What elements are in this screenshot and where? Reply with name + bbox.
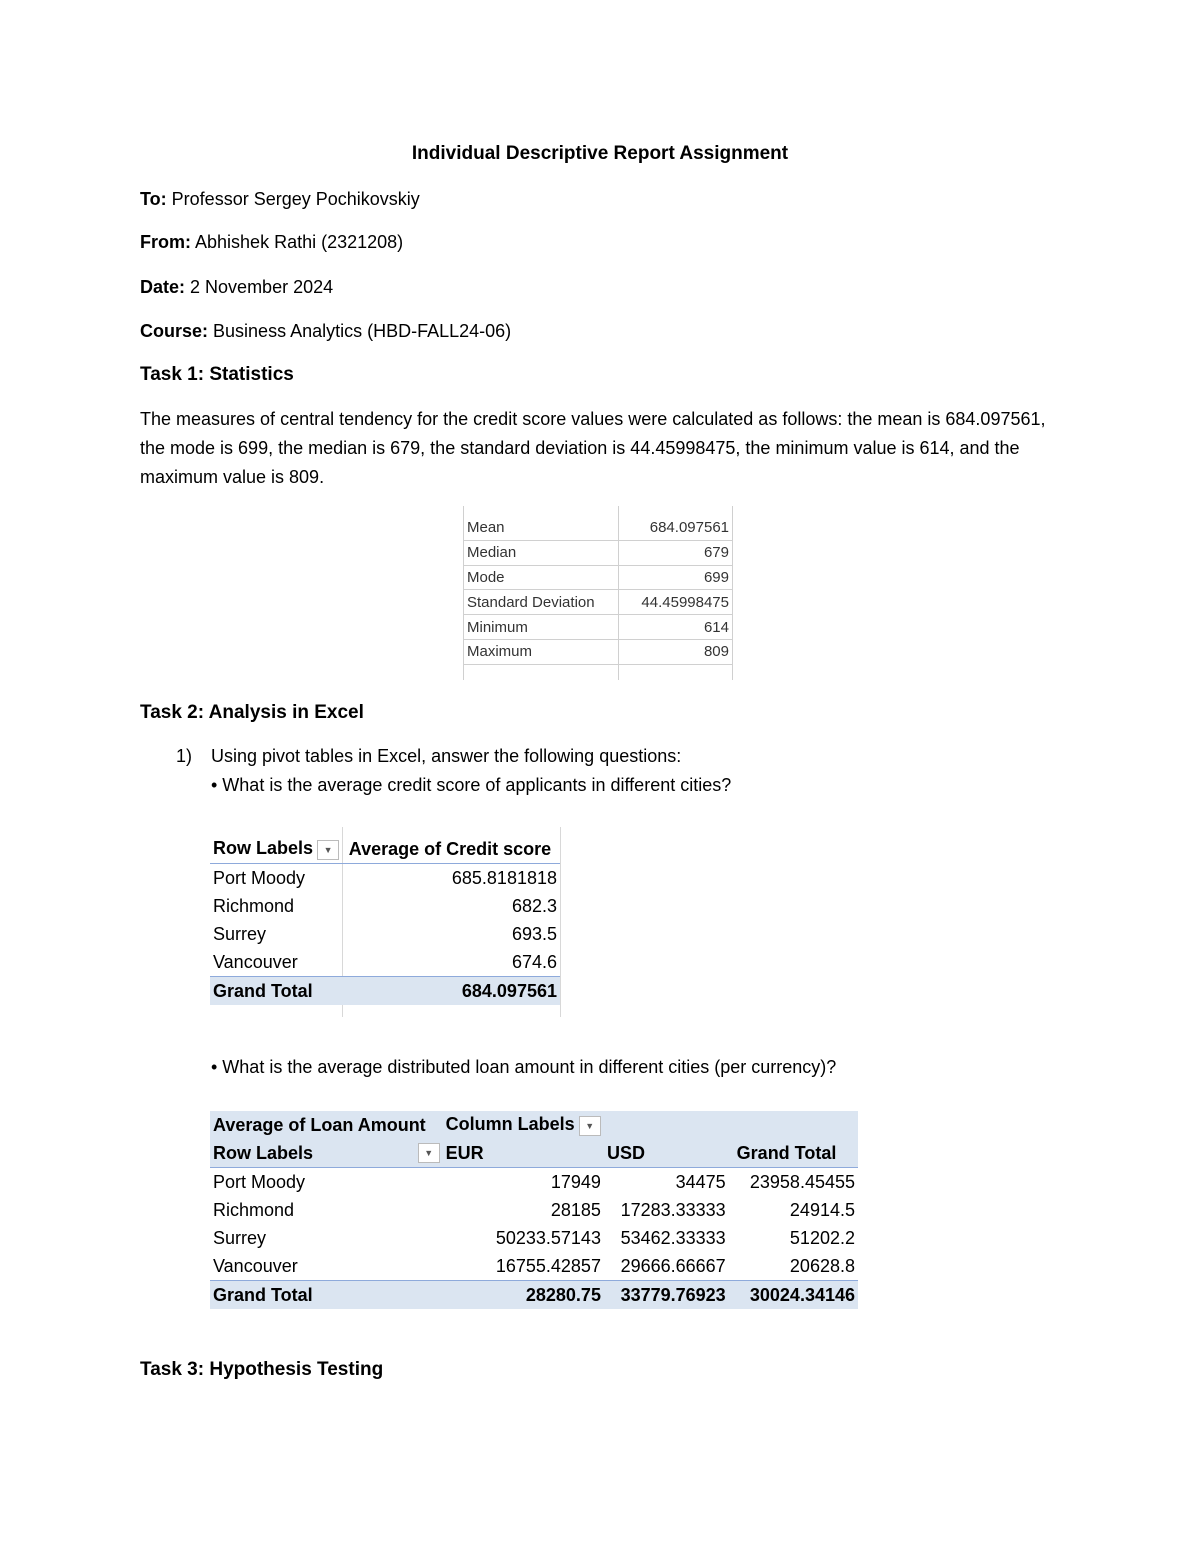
task2-heading: Task 2: Analysis in Excel (140, 702, 364, 723)
stats-row (463, 615, 733, 640)
pivot1-average: 682.3 (511, 895, 557, 916)
task1-paragraph: The measures of central tendency for the credit score values were calculated as follows: the mean is 684.097561, the mode is 699, the median is 679, the standard deviation is 44.45998475, the minimum value is 614, and the maximum value is 809. (140, 409, 1046, 487)
date-value: 2 November 2024 (190, 277, 334, 297)
pivot1-city: Richmond (213, 895, 295, 916)
pivot1-col-average: Average of Credit score (346, 835, 560, 864)
pivot1-city: Surrey (213, 923, 267, 944)
stats-value: 809 (621, 639, 733, 664)
stats-row (463, 540, 733, 565)
question-2: • What is the average distributed loan amount in different cities (per currency)? (211, 1057, 837, 1077)
stats-row (463, 639, 733, 664)
table-row (210, 1196, 858, 1224)
pivot2-eur: 50233.57143 (495, 1227, 601, 1248)
stats-value: 699 (621, 565, 733, 590)
stats-value: 679 (621, 540, 733, 565)
table-row (210, 948, 560, 977)
table-row (210, 1168, 858, 1197)
pivot2-col-usd: USD (604, 1139, 729, 1168)
page-title: Individual Descriptive Report Assignment (411, 143, 789, 164)
pivot1-total-label: Grand Total (210, 977, 346, 1006)
pivot2-city: Port Moody (213, 1171, 306, 1192)
pivot1-average: 693.5 (511, 923, 557, 944)
stats-value: 44.45998475 (621, 590, 733, 615)
pivot2-total-row (210, 1281, 858, 1310)
list-number: 1) (176, 746, 193, 766)
table-row (210, 864, 560, 893)
stats-value: 614 (621, 615, 733, 640)
pivot2-usd: 53462.33333 (620, 1227, 726, 1248)
table-row (210, 920, 560, 948)
pivot2-usd: 29666.66667 (620, 1255, 726, 1276)
pivot2-column-header (210, 1111, 858, 1139)
pivot2-total: 23958.45455 (749, 1171, 855, 1192)
stats-value: 684.097561 (621, 516, 733, 540)
stats-label: Median (463, 540, 621, 565)
pivot1-header (210, 835, 560, 864)
pivot1-average: 685.8181818 (451, 867, 557, 888)
from-value: Abhishek Rathi (2321208) (195, 232, 404, 252)
pivot2-city: Richmond (213, 1199, 295, 1220)
stats-label: Minimum (463, 615, 621, 640)
pivot2-eur: 28185 (550, 1199, 601, 1220)
stats-label: Standard Deviation (463, 590, 621, 615)
course-value: Business Analytics (HBD-FALL24-06) (213, 321, 512, 341)
question-1: • What is the average credit score of applicants in different cities? (211, 775, 732, 795)
pivot2-corner-label: Average of Loan Amount (210, 1111, 443, 1139)
table-row (210, 1252, 858, 1281)
pivot2-total: 51202.2 (789, 1227, 855, 1248)
stats-label: Maximum (463, 639, 621, 664)
column-filter-dropdown-icon[interactable]: ▼ (579, 1116, 601, 1136)
pivot2-total-usd: 33779.76923 (604, 1281, 729, 1310)
to-line (140, 189, 420, 210)
row-filter-dropdown-icon[interactable]: ▼ (418, 1143, 440, 1163)
stats-row (463, 516, 733, 540)
filter-dropdown-icon[interactable]: ▼ (317, 840, 339, 860)
pivot2-header (210, 1139, 858, 1168)
stats-row (463, 565, 733, 590)
pivot1-average: 674.6 (511, 951, 557, 972)
pivot-loan-amount (210, 1111, 858, 1309)
pivot2-col-eur: EUR (443, 1139, 604, 1168)
list-item-text: Using pivot tables in Excel, answer the following questions: (211, 746, 682, 766)
task3-heading: Task 3: Hypothesis Testing (140, 1359, 384, 1380)
from-line (140, 232, 403, 253)
pivot2-city: Vancouver (213, 1255, 298, 1276)
pivot2-total-eur: 28280.75 (443, 1281, 604, 1310)
stats-label: Mode (463, 565, 621, 590)
to-label: To: (140, 189, 167, 209)
task1-heading: Task 1: Statistics (140, 364, 294, 385)
pivot2-total-all: 30024.34146 (729, 1281, 858, 1310)
pivot2-total: 24914.5 (789, 1199, 855, 1220)
pivot-credit-score (210, 835, 560, 1005)
pivot2-col-grand-total: Grand Total (729, 1139, 858, 1168)
stats-row (463, 590, 733, 615)
pivot2-column-labels: Column Labels ▼ (443, 1111, 858, 1139)
pivot1-city: Port Moody (213, 867, 306, 888)
course-line (140, 321, 511, 342)
pivot1-col-row-labels: Row Labels ▼ (210, 835, 346, 864)
from-label: From: (140, 232, 191, 252)
pivot2-usd: 34475 (675, 1171, 726, 1192)
date-label: Date: (140, 277, 186, 297)
pivot2-total-label: Grand Total (210, 1281, 443, 1310)
pivot1-total-value: 684.097561 (346, 977, 560, 1006)
table-row (210, 892, 560, 920)
table-row (210, 1224, 858, 1252)
stats-label: Mean (463, 516, 621, 540)
stats-table (463, 506, 733, 680)
pivot2-city: Surrey (213, 1227, 267, 1248)
pivot1-city: Vancouver (213, 951, 298, 972)
pivot2-usd: 17283.33333 (620, 1199, 726, 1220)
pivot2-eur: 17949 (550, 1171, 601, 1192)
pivot1-total-row (210, 977, 560, 1006)
to-value: Professor Sergey Pochikovskiy (171, 189, 420, 209)
pivot2-total: 20628.8 (789, 1255, 855, 1276)
pivot2-row-labels: Row Labels ▼ (210, 1139, 443, 1168)
pivot2-eur: 16755.42857 (495, 1255, 601, 1276)
course-label: Course: (140, 321, 209, 341)
date-line (140, 277, 333, 298)
